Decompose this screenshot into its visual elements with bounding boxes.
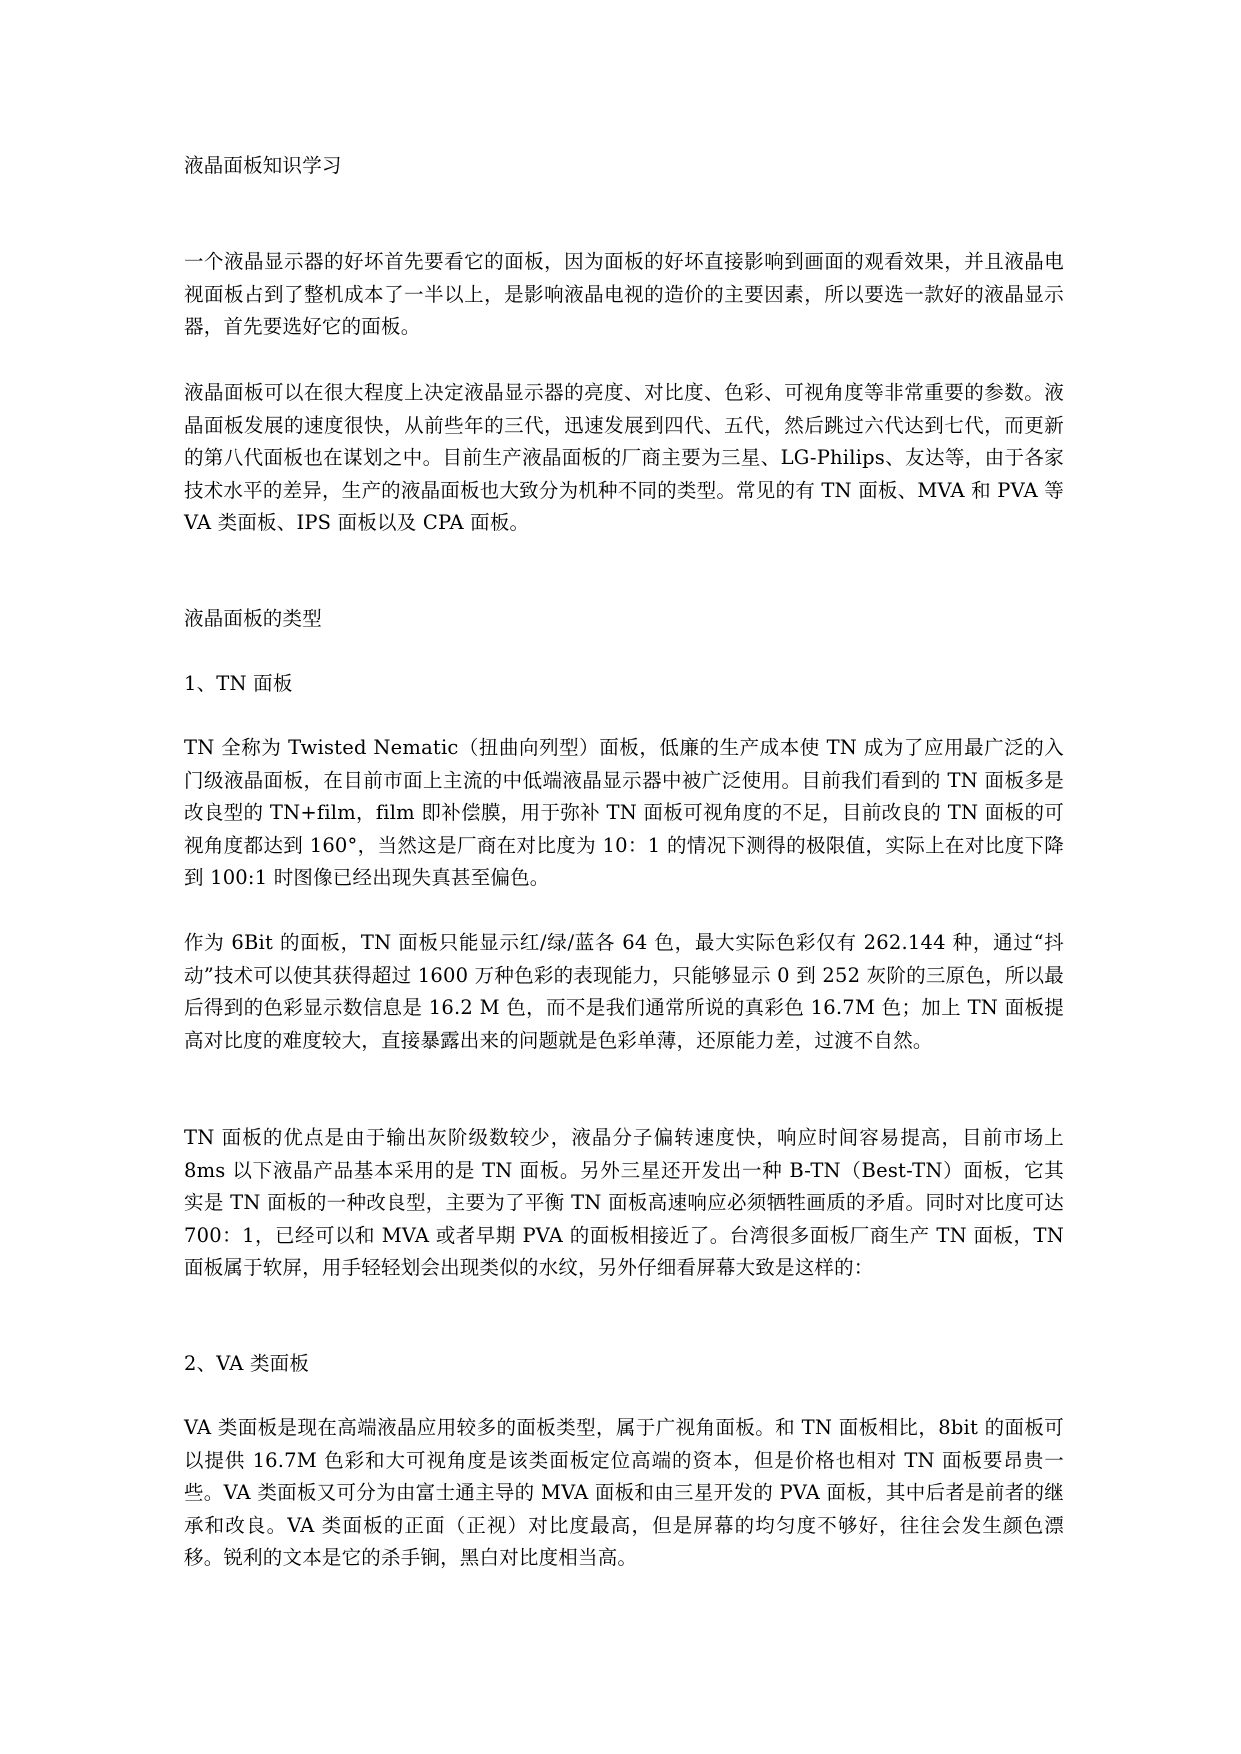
section-heading-va: 2、VA 类面板 — [184, 1352, 310, 1375]
tn-paragraph-2: 作为 6Bit 的面板，TN 面板只能显示红/绿/蓝各 64 色，最大实际色彩仅有 262.144 种，通过“抖动”技术可以使其获得超过 1600 万种色彩的表现能力，只能够显示 0 到 252 灰阶的三原色，所以最后得到的色彩显示数信息是 16.2 M 色，而不是我们通常所说的真彩色 16.7M 色；加上 TN 面板提高对比度的难度较大，直接暴露出来的问题就是色彩单薄，还原能力差，过渡不自然。 — [184, 931, 1064, 1052]
section-heading-panel-types: 液晶面板的类型 — [184, 607, 322, 630]
tn-paragraph-3: TN 面板的优点是由于输出灰阶级数较少，液晶分子偏转速度快，响应时间容易提高，目前市场上 8ms 以下液晶产品基本采用的是 TN 面板。另外三星还开发出一种 B-TN（Best-TN）面板，它其实是 TN 面板的一种改良型，主要为了平衡 TN 面板高速响应必须牺牲画质的矛盾。同时对比度可达 700：1，已经可以和 MVA 或者早期 PVA 的面板相接近了。台湾很多面板厂商生产 TN 面板，TN 面板属于软屏，用手轻轻划会出现类似的水纹，另外仔细看屏幕大致是这样的： — [184, 1126, 1064, 1279]
intro-paragraph-2: 液晶面板可以在很大程度上决定液晶显示器的亮度、对比度、色彩、可视角度等非常重要的参数。液晶面板发展的速度很快，从前些年的三代，迅速发展到四代、五代，然后跳过六代达到七代，而更新的第八代面板也在谋划之中。目前生产液晶面板的厂商主要为三星、LG-Philips、友达等，由于各家技术水平的差异，生产的液晶面板也大致分为机种不同的类型。常见的有 TN 面板、MVA 和 PVA 等 VA 类面板、IPS 面板以及 CPA 面板。 — [184, 381, 1064, 534]
tn-paragraph-1: TN 全称为 Twisted Nematic（扭曲向列型）面板，低廉的生产成本使 TN 成为了应用最广泛的入门级液晶面板，在目前市面上主流的中低端液晶显示器中被广泛使用。目前我们看到的 TN 面板多是改良型的 TN+film，film 即补偿膜，用于弥补 TN 面板可视角度的不足，目前改良的 TN 面板的可视角度都达到 160°，当然这是厂商在对比度为 10：1 的情况下测得的极限值，实际上在对比度下降到 100:1 时图像已经出现失真甚至偏色。 — [184, 736, 1064, 889]
section-heading-tn: 1、TN 面板 — [184, 672, 293, 695]
document-title: 液晶面板知识学习 — [184, 154, 342, 177]
intro-paragraph-1: 一个液晶显示器的好坏首先要看它的面板，因为面板的好坏直接影响到画面的观看效果，并且液晶电视面板占到了整机成本了一半以上，是影响液晶电视的造价的主要因素，所以要选一款好的液晶显示器，首先要选好它的面板。 — [184, 250, 1064, 338]
va-paragraph-1: VA 类面板是现在高端液晶应用较多的面板类型，属于广视角面板。和 TN 面板相比，8bit 的面板可以提供 16.7M 色彩和大可视角度是该类面板定位高端的资本，但是价格也相对 TN 面板要昂贵一些。VA 类面板又可分为由富士通主导的 MVA 面板和由三星开发的 PVA 面板，其中后者是前者的继承和改良。VA 类面板的正面（正视）对比度最高，但是屏幕的均匀度不够好，往往会发生颜色漂移。锐利的文本是它的杀手锏，黑白对比度相当高。 — [184, 1416, 1064, 1569]
